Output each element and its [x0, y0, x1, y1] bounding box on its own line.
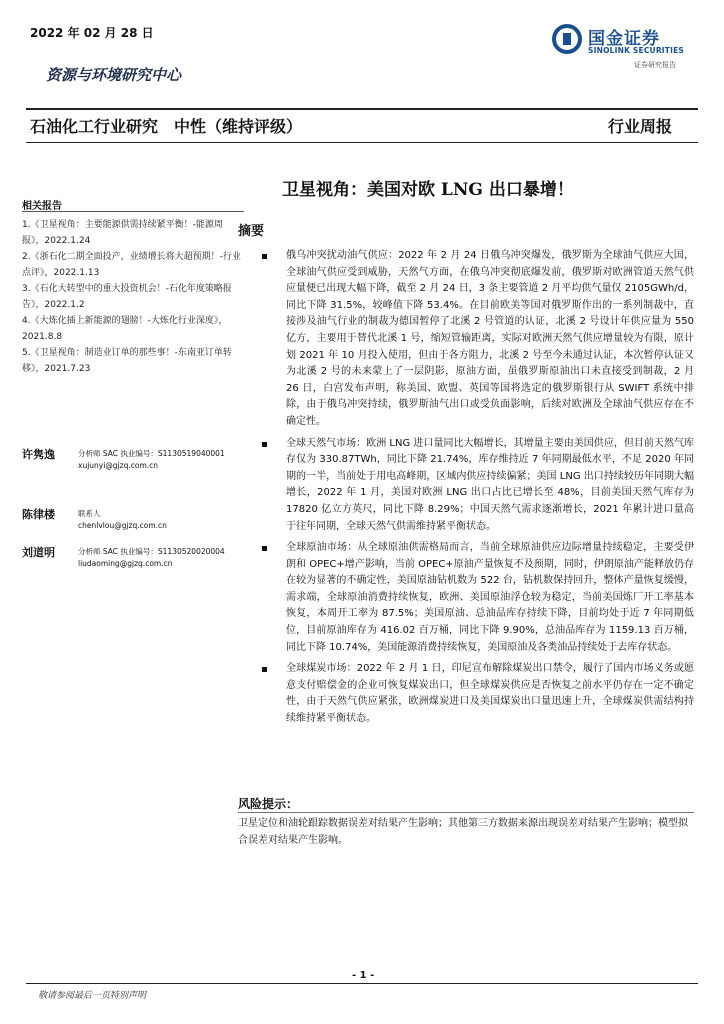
abstract-bullet [258, 248, 694, 431]
analyst-email[interactable]: liudaoming@gjzq.com.cn [78, 559, 173, 568]
analyst-name: 陈律楼 [22, 508, 55, 521]
risk-body: 卫星定位和油轮跟踪数据误差对结果产生影响；其他第三方数据来源出现误差对结果产生影响；模型拟合误差对结果产生影响。 [238, 818, 688, 846]
report-type: 行业周报 [608, 117, 673, 136]
report-date: 2022 年 02 月 28 日 [30, 26, 154, 40]
logo-name: 国金证券 [588, 29, 660, 49]
abstract-bullet [258, 436, 694, 536]
related-report-item[interactable]: 2.《浙石化二期全面投产，业绩增长将大超预期！-行业点评》，2022.1.13 [22, 252, 241, 278]
research-center: 资源与环境研究中心 [46, 66, 182, 84]
analyst-cert: 分析师 SAC 执业编号：S1130520020004 [78, 547, 225, 556]
bullet-text: 全球原油市场：从全球原油供需格局而言，当前全球原油供应边际增量持续稳定，主要受伊朗和 OPEC+增产影响，当前 OPEC+原油产量恢复不及预期，同时，伊朗原油产能释放仍存在较为显著的不确定性，美国原油钻机数为 522 台，钻机数保持回升，整体产量恢复缓慢，需求端，全球原油消费持续恢复，欧洲、美国原油浮仓较为稳定，当前美国炼厂开工率基本恢复，本周开工率为 87.5%；美国原油、总油品库存持续下降，目前均处于近 7 年同期低位，目前原油库存为 416.02 百万桶，同比下降 9.90%，总油品库存为 1159.13 百万桶，同比下降 10.74%，美国能源消费持续恢复，美国原油及各类油品持续处于去库存状态。 [286, 542, 694, 653]
analyst-name: 许隽逸 [22, 448, 55, 461]
related-reports-list [22, 217, 244, 377]
analyst-block [22, 446, 244, 586]
bullet-square-icon [262, 254, 267, 259]
industry-title: 石油化工行业研究 中性（维持评级） [30, 117, 303, 136]
company-logo [552, 22, 692, 72]
bullet-text: 俄乌冲突扰动油气供应：2022 年 2 月 24 日俄乌冲突爆发，俄罗斯为全球油气供应大国，全球油气供应受到威胁，天然气方面，在俄乌冲突彻底爆发前，俄罗斯对欧洲管道天然气供应量便已出现大幅下降，截至 2 月 24 日，3 条主要管道 2 月平均供气量仅 2105GWh/d，同比下降 31.5%，较峰值下降 53.4%。在目前欧美等国对俄罗斯作出的一系列制裁中，直接涉及油气行业的制裁为德国暂停了北溪 2 号管道的认证，北溪 2 号设计年供应量为 550 亿方，主要用于替代北溪 1 号，缩短管输距离，实际对欧洲天然气供应增量较为有限，原计划 2021 年 10 月投入使用，但由于各方阻力，北溪 2 号至今未通过认证，本次暂停认证又为北溪 2 号的未来蒙上了一层阴影，原油方面，虽俄罗斯原油出口未直接受到制裁，2 月 26 日，白宫发布声明，称美国、欧盟、英国等国将选定的俄罗斯银行从 SWIFT 系统中排除，由于俄乌冲突持续，俄罗斯油气出口或受负面影响，后续对欧洲及全球油气供应存在不确定性。 [286, 250, 694, 427]
abstract-label: 摘要 [238, 224, 265, 239]
footer-disclaimer: 敬请参阅最后一页特别声明 [38, 991, 147, 1001]
bullet-text: 全球煤炭市场：2022 年 2 月 1 日，印尼宣布解除煤炭出口禁令，履行了国内市场义务或愿意支付赔偿金的企业可恢复煤炭出口，但全球煤炭供应是否恢复之前水平仍存在一定不确定性，由于天然气供应紧张，欧洲煤炭进口及美国煤炭出口量迅速上升，全球煤炭供需结构持续维持紧平衡状态。 [286, 663, 694, 725]
risk-divider [238, 812, 694, 813]
analyst-info [78, 508, 167, 532]
analyst-info [78, 546, 225, 570]
page-number: - 1 - [352, 970, 375, 981]
logo-sub: SINOLINK SECURITIES [588, 46, 685, 55]
report-headline: 卫星视角：美国对欧 LNG 出口暴增！ [282, 180, 574, 200]
related-report-item[interactable]: 1.《卫星视角：主要能源供需持续紧平衡！-能源周报》，2022.1.24 [22, 220, 223, 246]
header-divider-bottom [26, 142, 698, 143]
bullet-square-icon [262, 667, 267, 672]
related-report-item[interactable]: 3.《石化大转型中的重大投资机会！-石化年度策略报告》，2022.1.2 [22, 284, 232, 310]
footer-divider [26, 983, 698, 984]
analyst-cert: 联系人 [78, 509, 101, 518]
bullet-square-icon [262, 546, 267, 551]
bullet-square-icon [262, 442, 267, 447]
bullet-text: 全球天然气市场：欧洲 LNG 进口量同比大幅增长，其增量主要由美国供应，但目前天然气库存仅为 330.87TWh，同比下降 21.74%，库存维持近 7 年同期最低水平，不足 2020 年同期的一半，当前处于用电高峰期，区域内供应持续偏紧；美国 LNG 出口持续较历年同期大幅增长，2022 年 1 月，美国对欧洲 LNG 出口占比已增长至 48%，目前美国天然气库存为 17820 亿立方英尺，同比下降 8.29%；中国天然气需求逐渐增长，2021 年累计进口量高于往年同期，全球天然气供需维持紧平衡状态。 [286, 437, 694, 532]
abstract-bullet [258, 661, 694, 727]
logo-tag: 证券研究报告 [634, 61, 676, 69]
analyst-info [78, 448, 225, 472]
related-report-item[interactable]: 5.《卫星视角：制造业订单的那些事！-东南亚订单转移》，2021.7.23 [22, 348, 232, 374]
analyst-email[interactable]: chenlvlou@gjzq.com.cn [78, 521, 167, 530]
logo-mark-icon [552, 24, 582, 54]
abstract-bullet [258, 540, 694, 656]
analyst-name: 刘道明 [22, 546, 55, 559]
risk-title: 风险提示： [238, 797, 299, 811]
related-divider [22, 211, 244, 212]
analyst-email[interactable]: xujunyi@gjzq.com.cn [78, 461, 159, 470]
abstract-bullets [258, 248, 694, 728]
header-divider-top [26, 108, 698, 110]
analyst-cert: 分析师 SAC 执业编号：S1130519040001 [78, 449, 225, 458]
related-reports-title: 相关报告 [22, 201, 62, 212]
related-report-item[interactable]: 4.《大炼化插上新能源的翅膀！-大炼化行业深度》，2021.8.8 [22, 316, 228, 342]
